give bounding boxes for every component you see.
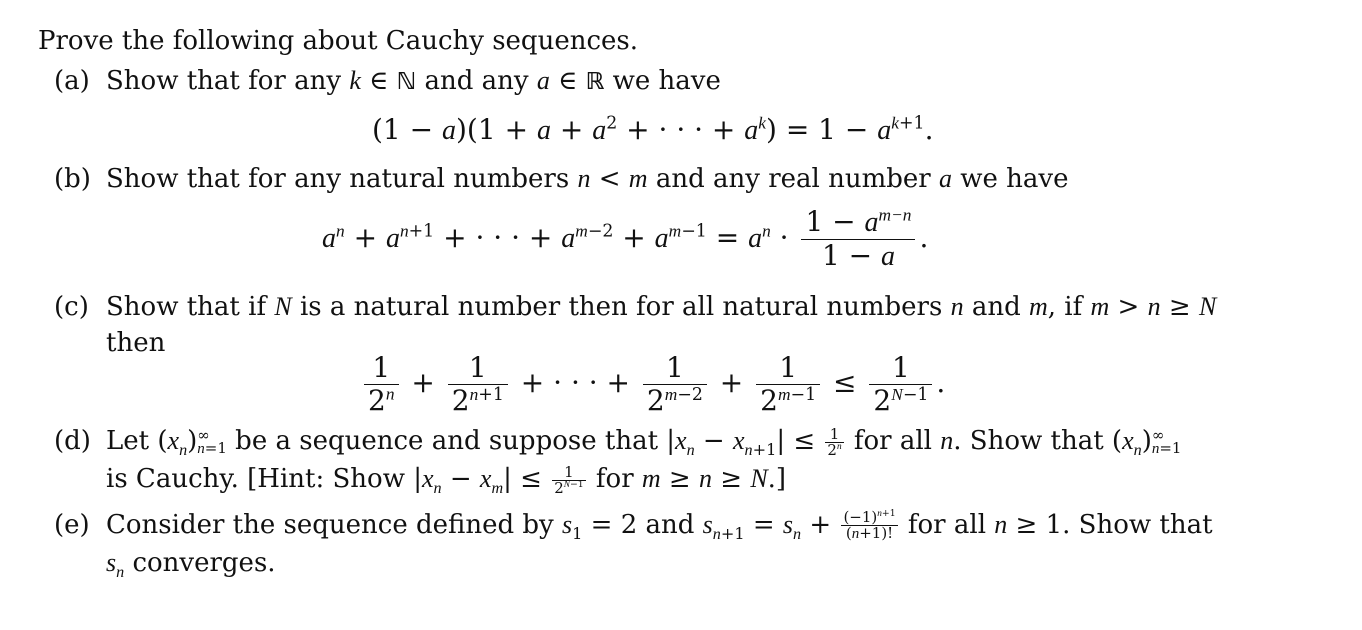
part-b-text: (b) Show that for any natural numbers n < m and any real number a we have (54, 164, 1069, 194)
part-a-equation: $(1 - a)(1 + a + a^2$ + · · · + $a^k) = 1 - a^{k+1}$. (372, 113, 934, 146)
part-d-cont: is Cauchy. [Hint: Show $|x_n - x_m|$ ≤ $\frac{1}{2^{N-1}}$ for m ≥ n ≥ N.] (106, 462, 787, 498)
problem-title: Prove the following about Cauchy sequences. (38, 26, 639, 56)
part-c-equation: $\frac{1}{2^n}$ + $\frac{1}{2^{n+1}}$ + · · · + $\frac{1}{2^{m-2}}$ + $\frac{1}{2^{m-1}}$ ≤ $\frac{1}{2^{N-1}}$ . (360, 352, 945, 417)
part-a-text: (a) Show that for any k ∈ ℕ and any a ∈ ℝ we have (54, 66, 721, 96)
part-c-text: (c) Show that if N is a natural number then for all natural numbers n and m, if m > n ≥ N (54, 292, 1217, 322)
part-b-equation: $a^n + a^{n+1}$ + · · · + $a^{m-2} + a^{m-1} = a^n$ · $\frac{1 - a^{m-n}}{1 - a}$ . (322, 205, 929, 272)
part-e-text: (e) Consider the sequence defined by $s_1 = 2$ and $s_{n+1} = s_n$ + $\frac{(-1)^{n+1}}{(n+1)!}$ for all n ≥ 1. Show that (54, 508, 1213, 544)
part-e-label: (e) (54, 510, 90, 540)
part-e-cont: $s_n$ converges. (106, 548, 276, 582)
part-c-label: (c) (54, 292, 89, 322)
part-a-label: (a) (54, 66, 90, 96)
part-c-cont: then (106, 328, 166, 358)
part-d-text: (d) Let $(x_n)$ ∞ n=1 be a sequence and suppose that $|x_n - x_{n+1}|$ ≤ $\frac{1}{2^n}$ for all n. Show that $(x_n)$ ∞ n=1 (54, 424, 1182, 460)
part-d-label: (d) (54, 426, 91, 456)
part-b-label: (b) (54, 164, 91, 194)
